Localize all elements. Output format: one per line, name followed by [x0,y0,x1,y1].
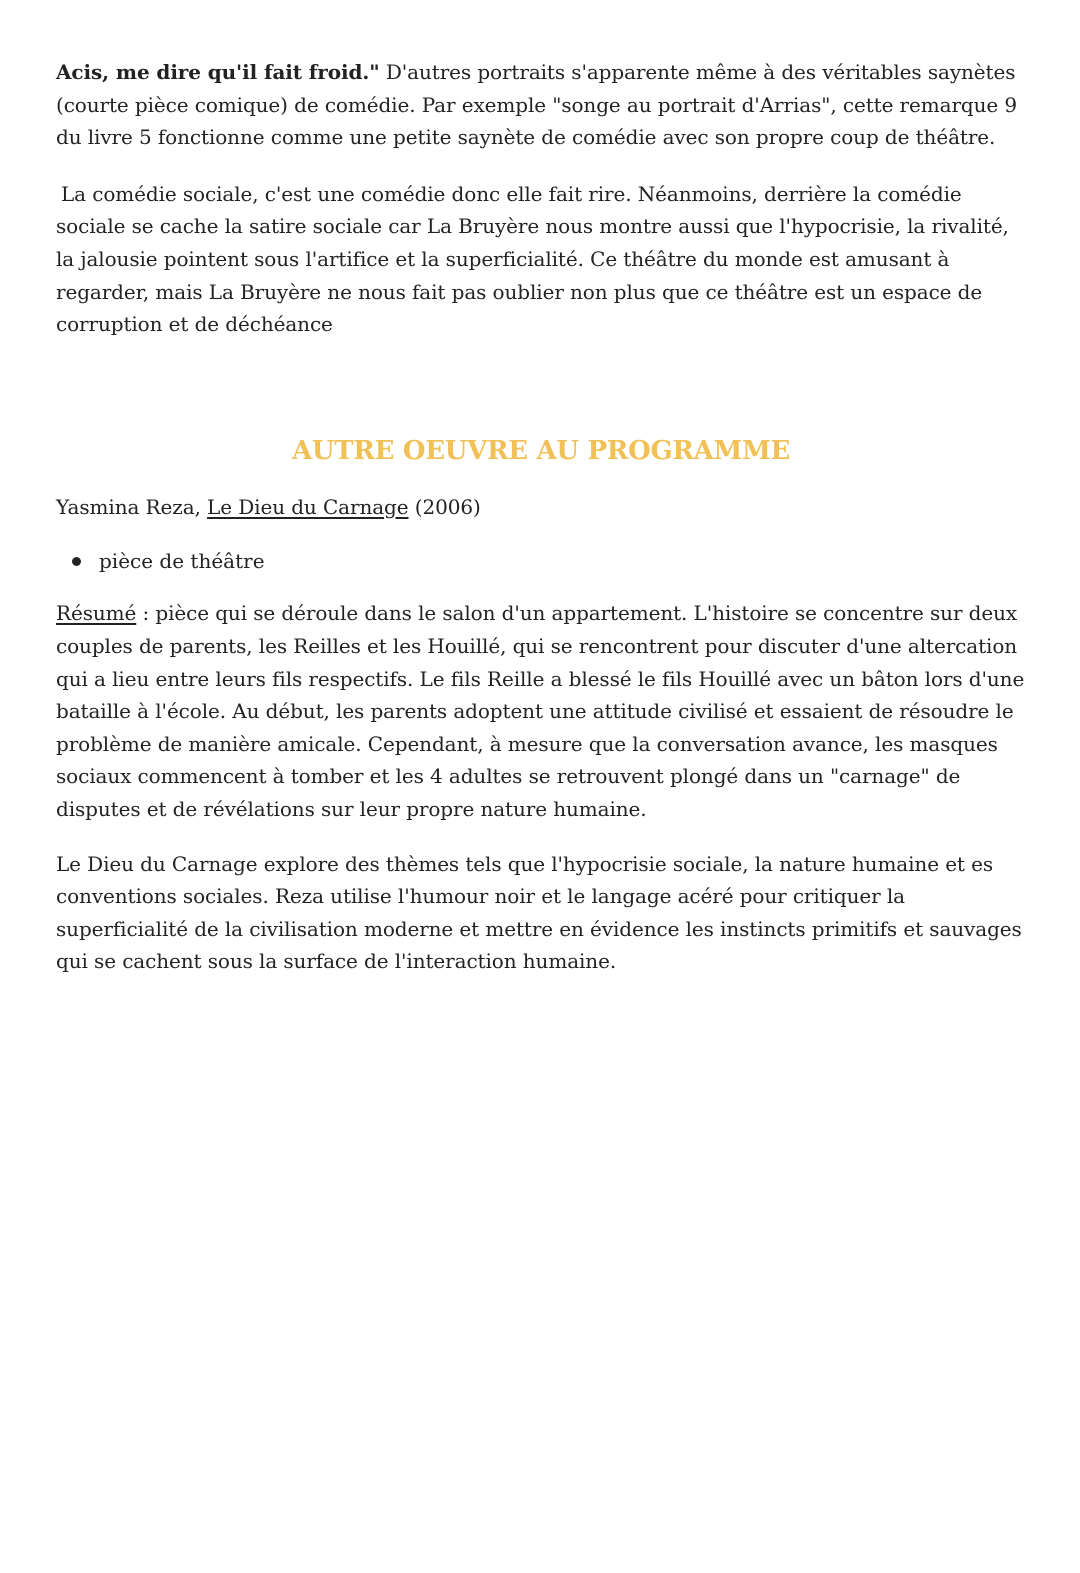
paragraph-comedie [56,56,1026,154]
bullet-list [56,545,1026,577]
work-year: (2006) [408,494,481,519]
document-page [56,56,1026,978]
resume-text: : pièce qui se déroule dans le salon d'un appartement. L'histoire se concentre sur deux couples de parents, les Reilles et les Houillé, qui se rencontrent pour discuter d'une altercation qui a lieu entre leurs fils respectifs. Le fils Reille a blessé le fils Houillé avec un bâton lors d'une bataille à l'école. Au début, les parents adoptent une attitude civilisé et essaient de résoudre le problème de manière amicale. Cependant, à mesure que la conversation avance, les masques sociaux commencent à tomber et les 4 adultes se retrouvent plongé dans un "carnage" de disputes et de révélations sur leur propre nature humaine. [56,601,1025,821]
list-item [56,545,1026,577]
section-heading: AUTRE OEUVRE AU PROGRAMME [291,435,791,466]
paragraph-satire: La comédie sociale, c'est une comédie donc elle fait rire. Néanmoins, derrière la comédie sociale se cache la satire sociale car La Bruyère nous montre aussi que l'hypocrisie, la rivalité, la jalousie pointent sous l'artifice et la superficialité. Ce théâtre du monde est amusant à regarder, mais La Bruyère ne nous fait pas oublier non plus que ce théâtre est un espace de corruption et de déchéance [56,181,1009,337]
work-author: Yasmina Reza, [56,494,208,519]
resume-label: Résumé [56,601,137,626]
bullet-dot-icon [72,557,81,566]
paragraph-themes: Le Dieu du Carnage explore des thèmes tels que l'hypocrisie sociale, la nature humaine et es conventions sociales. Reza utilise l'humour noir et le langage acéré pour critiquer la superficialité de la civilisation moderne et mettre en évidence les instincts primitifs et sauvages qui se cachent sous la surface de l'interaction humaine. [56,851,1022,974]
work-reference [56,491,1026,524]
paragraph-comedie-text: D'autres portraits s'apparente même à des véritables saynètes (courte pièce comique) de comédie. Par exemple "songe au portrait d'Arrias", cette remarque 9 du livre 5 fonctionne comme une petite saynète de comédie avec son propre coup de théâtre. [56,60,1018,150]
resume-paragraph [56,597,1026,825]
list-item-text: pièce de théâtre [99,549,265,574]
bold-quote: Acis, me dire qu'il fait froid." [56,60,380,84]
work-title: Le Dieu du Carnage [207,494,409,519]
